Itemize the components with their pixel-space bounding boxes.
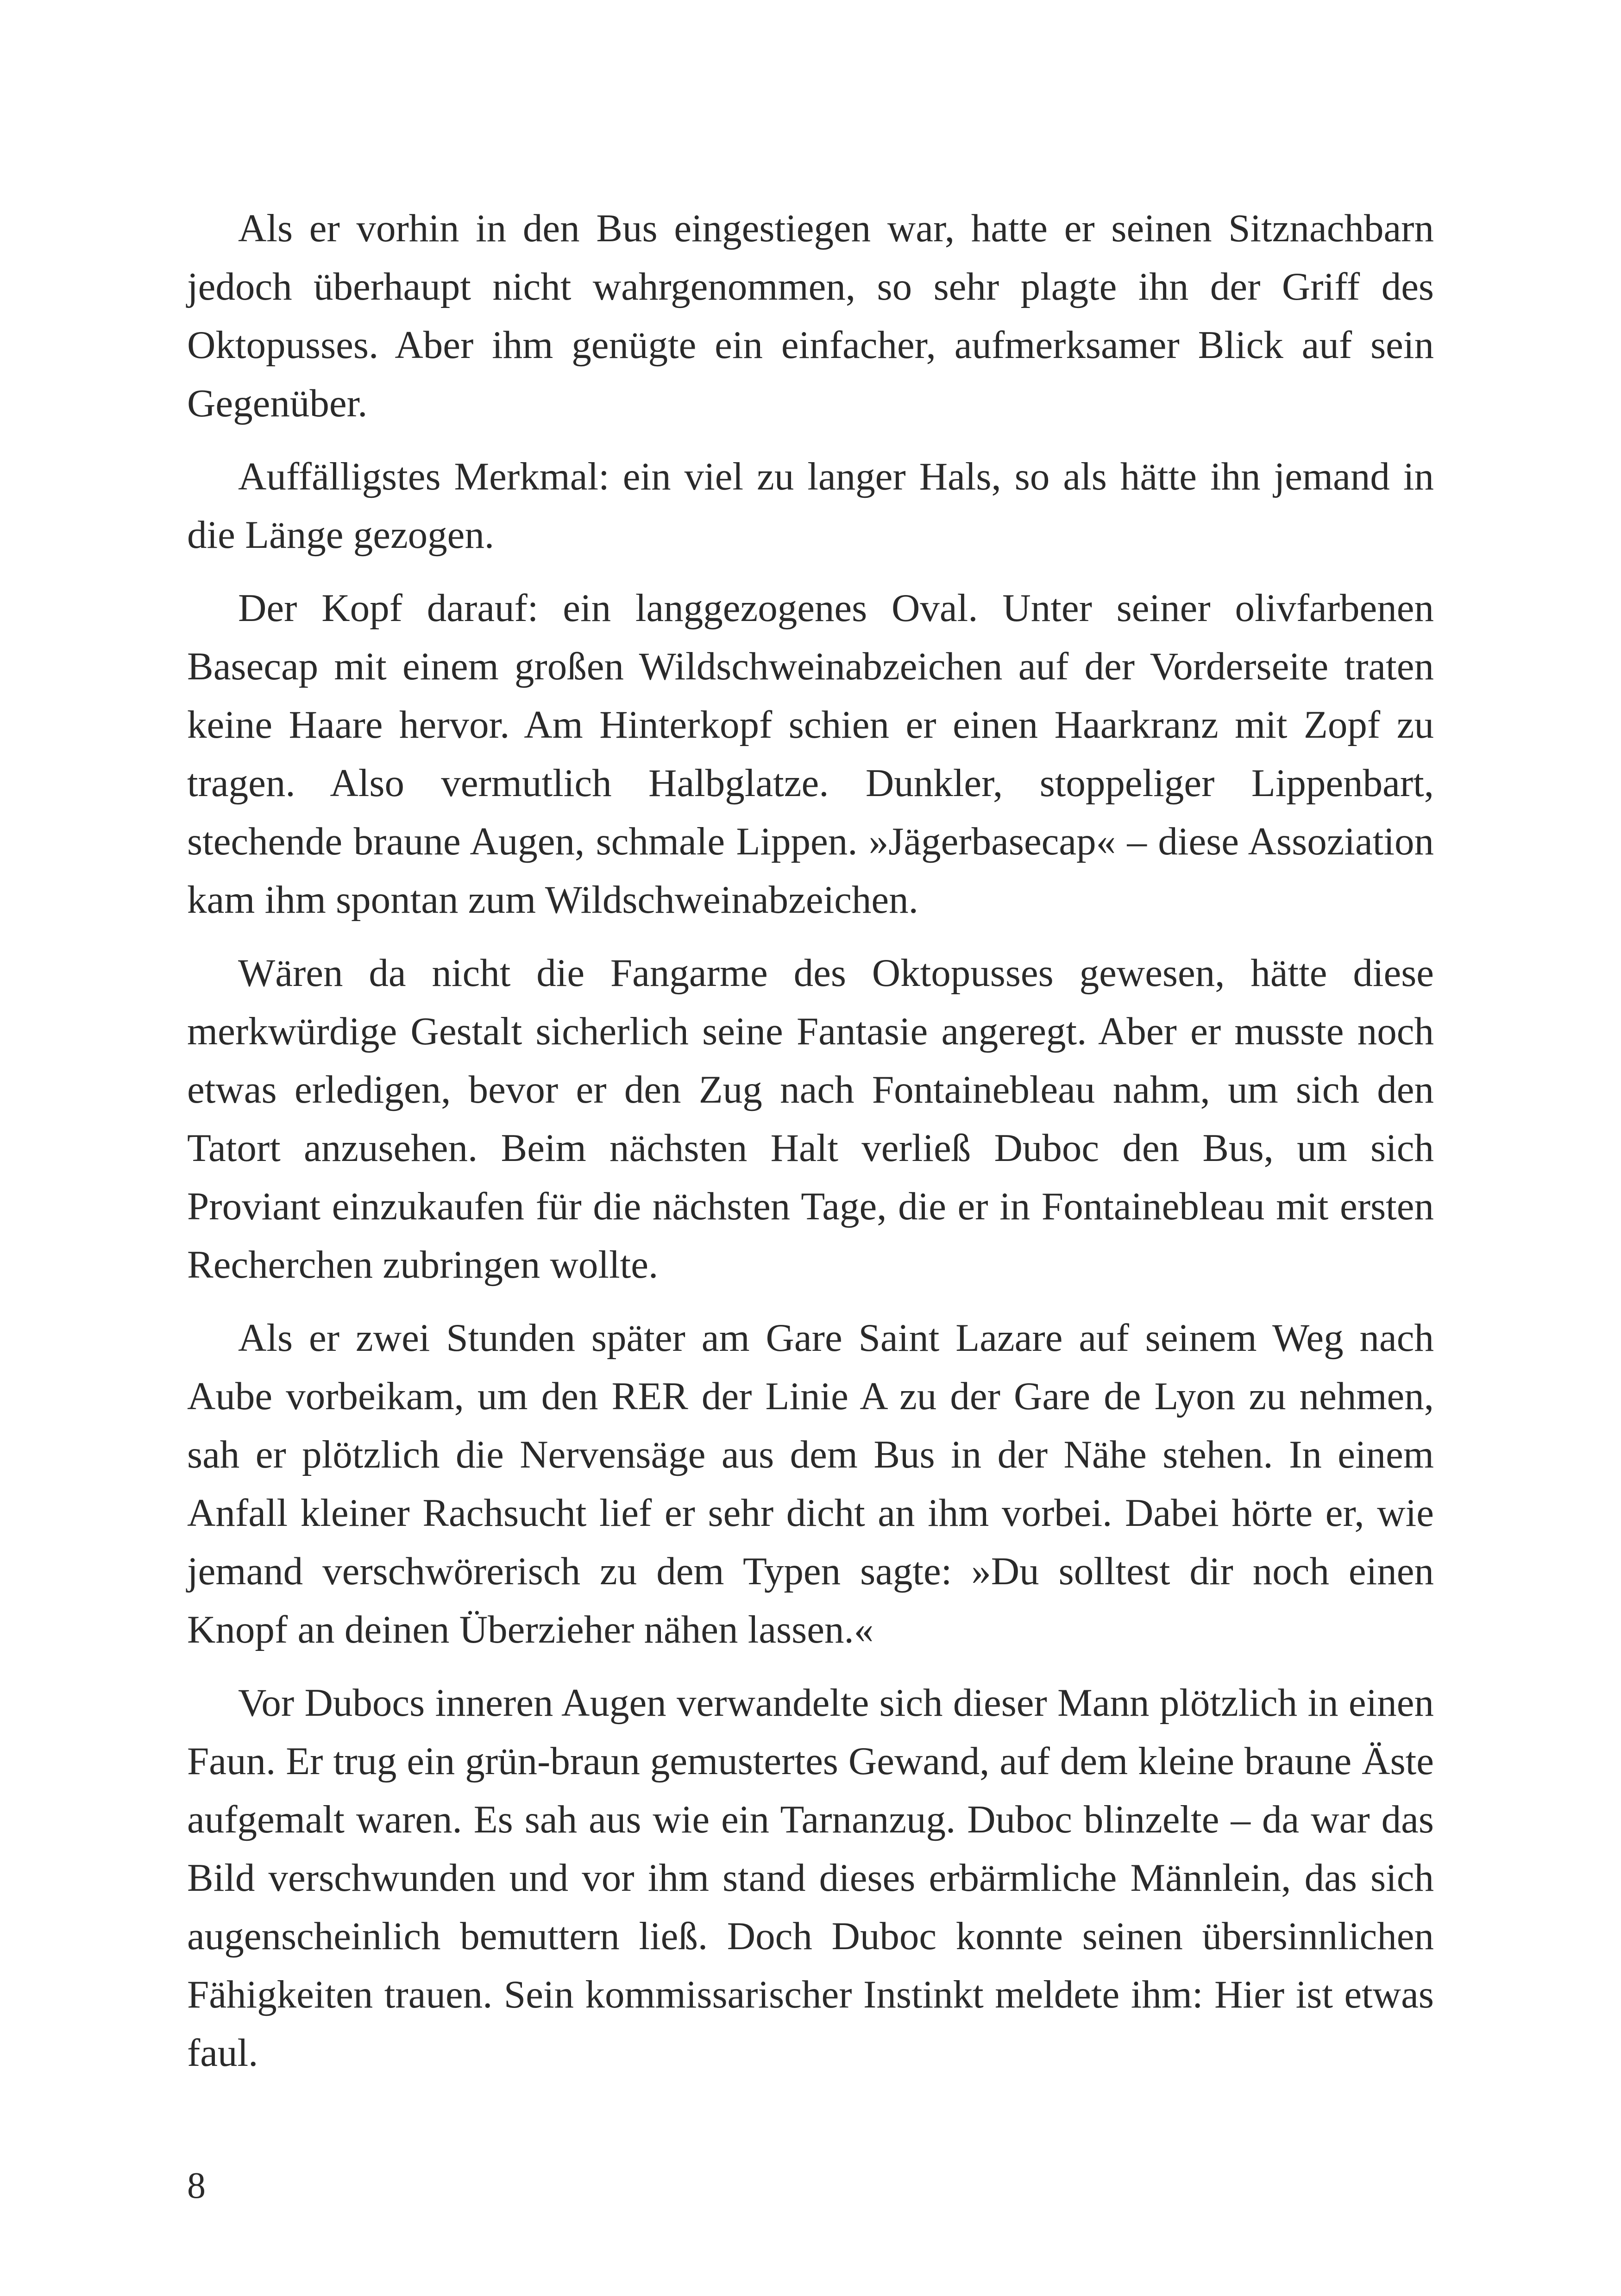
paragraph: Wären da nicht die Fangarme des Oktopusses gewesen, hätte diese merkwürdige Gestalt sicherlich seine Fantasie angeregt. Aber er musste noch etwas erledigen, bevor er den Zug nach Fontainebleau nahm, um sich den Tatort anzusehen. Beim nächsten Halt verließ Duboc den Bus, um sich Proviant einzukaufen für die nächsten Tage, die er in Fontainebleau mit ersten Recherchen zubringen wollte. [187, 951, 1434, 1286]
paragraph: Als er vorhin in den Bus eingestiegen war, hatte er seinen Sitznachbarn jedoch überhaupt nicht wahrgenommen, so sehr plagte ihn der Griff des Oktopusses. Aber ihm genügte ein einfacher, aufmerksamer Blick auf sein Gegenüber. [187, 207, 1434, 425]
paragraph: Als er zwei Stunden später am Gare Saint Lazare auf seinem Weg nach Aube vorbeikam, um den RER der Linie A zu der Gare de Lyon zu nehmen, sah er plötzlich die Nervensäge aus dem Bus in der Nähe stehen. In einem Anfall kleiner Rachsucht lief er sehr dicht an ihm vorbei. Dabei hörte er, wie jemand verschwörerisch zu dem Typen sagte: »Du solltest dir noch einen Knopf an deinen Überzieher nähen lassen.« [187, 1316, 1434, 1651]
paragraph: Auffälligstes Merkmal: ein viel zu langer Hals, so als hätte ihn jemand in die Länge gezogen. [187, 455, 1434, 557]
paragraph: Vor Dubocs inneren Augen verwandelte sich dieser Mann plötzlich in einen Faun. Er trug ein grün-braun gemustertes Gewand, auf dem kleine braune Äste aufgemalt waren. Es sah aus wie ein Tarnanzug. Duboc blinzelte – da war das Bild verschwunden und vor ihm stand dieses erbärmliche Männlein, das sich augenscheinlich bemuttern ließ. Doch Duboc konnte seinen übersinnlichen Fähigkeiten trauen. Sein kommissarischer Instinkt meldete ihm: Hier ist etwas faul. [187, 1681, 1434, 2075]
page-number: 8 [187, 2165, 206, 2206]
paragraph: Der Kopf darauf: ein langgezogenes Oval. Unter seiner olivfarbenen Basecap mit einem großen Wildschweinabzeichen auf der Vorderseite traten keine Haare hervor. Am Hinterkopf schien er einen Haarkranz mit Zopf zu tragen. Also vermutlich Halbglatze. Dunkler, stoppeliger Lippenbart, stechende braune Augen, schmale Lippen. »Jägerbasecap« – diese Assoziation kam ihm spontan zum Wildschweinabzeichen. [187, 586, 1434, 922]
body-text [187, 199, 1434, 2097]
